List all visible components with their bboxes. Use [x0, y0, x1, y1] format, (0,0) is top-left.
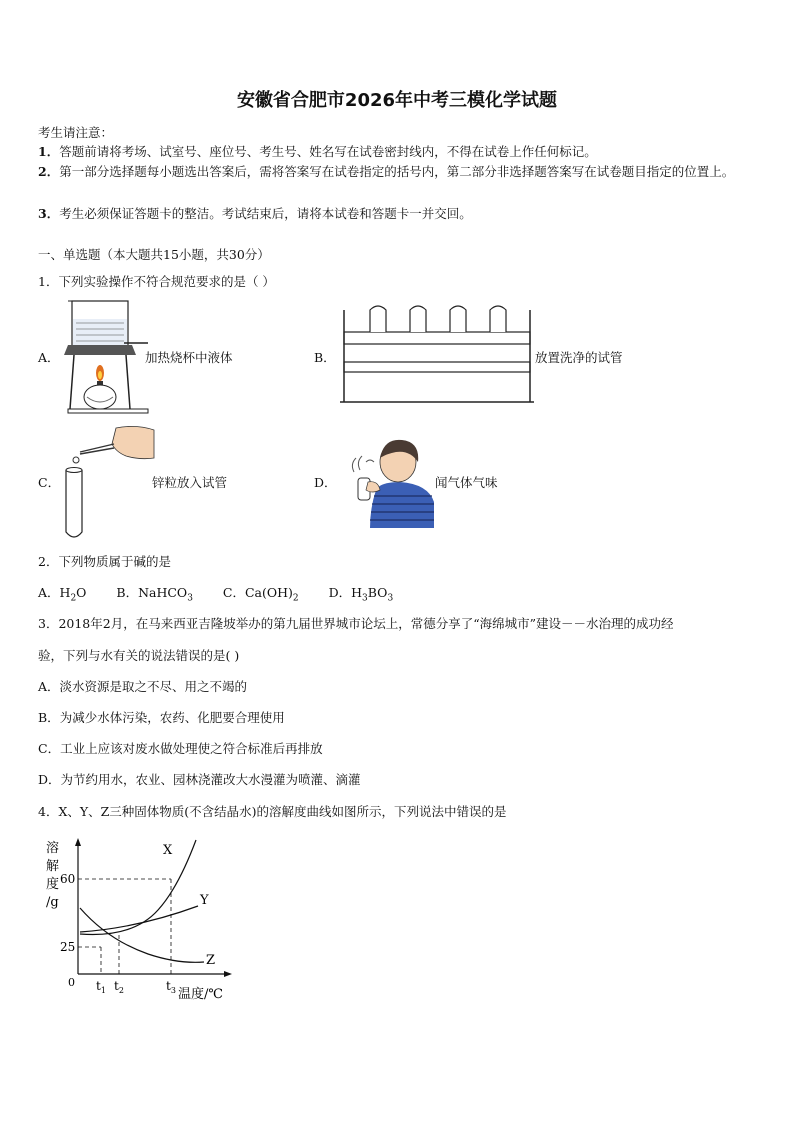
series-z-label: Z	[206, 953, 216, 968]
q1-option-b-caption: 放置洗净的试管	[535, 350, 623, 365]
ylabel-char-2: 解	[46, 859, 60, 874]
q2-option-c: C．$Ca(OH)_2$	[222, 585, 299, 604]
q1-option-c-caption: 锌粒放入试管	[152, 475, 228, 490]
notice-item-num: 3．	[38, 206, 60, 221]
xlabel: 温度/℃	[178, 987, 223, 1002]
notice-item-1	[38, 142, 597, 160]
origin-label: 0	[68, 976, 75, 989]
notice-item-text: 考生必须保证答题卡的整洁。考试结束后，请将本试卷和答题卡一并交回。	[59, 206, 472, 221]
q3-stem-line2: 验，下列与水有关的说法错误的是( )	[38, 648, 240, 663]
series-x-label: X	[163, 843, 173, 858]
x-axis-arrow	[224, 971, 232, 977]
q1-option-a-caption: 加热烧杯中液体	[145, 350, 233, 365]
notice-item-3	[38, 204, 472, 222]
test-tube-rack-illustration	[336, 302, 536, 410]
zinc-into-tube-illustration	[60, 422, 156, 542]
q2-options	[38, 583, 393, 604]
ylabel-char-3: 度	[46, 877, 60, 892]
notice-item-num: 1．	[38, 144, 60, 159]
section-heading: 一、单选题（本大题共15小题，共30分）	[38, 247, 270, 262]
xtick-t1: $t_1$	[96, 979, 106, 995]
q1-stem: 1．下列实验操作不符合规范要求的是（ ）	[38, 274, 275, 289]
q2-option-d: D．$H_3BO_3$	[328, 585, 394, 604]
solubility-chart	[38, 836, 238, 1004]
xtick-t3: $t_3$	[166, 979, 176, 995]
ylabel-char-1: 溶	[46, 841, 60, 856]
q3-option-a: A．淡水资源是取之不尽、用之不竭的	[38, 679, 248, 694]
series-z-curve	[80, 908, 204, 962]
y-axis-arrow	[75, 838, 81, 846]
q2-option-a: A．$H_2O$	[38, 585, 87, 604]
notice-heading: 考生请注意：	[38, 125, 114, 140]
series-y-curve	[80, 906, 198, 932]
xtick-t2: $t_2$	[114, 979, 124, 995]
notice-item-text: 答题前请将考场、试室号、座位号、考生号、姓名写在试卷密封线内，不得在试卷上作任何标记。	[59, 144, 597, 159]
q2-option-b: B．NaHCO$_3$	[116, 585, 193, 604]
notice-item-num: 2．	[38, 164, 60, 179]
q1-option-d-caption: 闻气体气味	[435, 475, 498, 490]
q1-option-d-label: D．	[314, 475, 337, 490]
q2-stem: 2．下列物质属于碱的是	[38, 554, 171, 569]
q4-stem: 4．X、Y、Z三种固体物质(不含结晶水)的溶解度曲线如图所示，下列说法中错误的是	[38, 804, 507, 819]
q1-option-c-label: C．	[38, 475, 61, 490]
notice-item-2	[38, 162, 758, 182]
q3-option-d: D．为节约用水，农业、园林浇灌改大水漫灌为喷灌、滴灌	[38, 772, 361, 787]
series-x-curve	[80, 840, 196, 935]
ytick-60: 60	[60, 872, 76, 886]
q3-stem-line1: 3．2018年2月，在马来西亚吉隆坡举办的第九届世界城市论坛上，常德分享了“海绵城市”建设－－水治理的成功经	[38, 616, 674, 631]
series-y-label: Y	[200, 893, 209, 908]
q1-option-b-label: B．	[314, 350, 336, 365]
heating-beaker-illustration	[60, 293, 152, 417]
q1-option-a-label: A．	[38, 350, 60, 365]
ytick-25: 25	[60, 940, 76, 954]
ylabel-char-4: /g	[46, 895, 59, 910]
q3-option-b: B．为减少水体污染，农药、化肥要合理使用	[38, 710, 285, 725]
smelling-gas-illustration	[340, 432, 436, 528]
q3-option-c: C．工业上应该对废水做处理使之符合标准后再排放	[38, 741, 323, 756]
page-title: 安徽省合肥市2026年中考三模化学试题	[236, 90, 558, 111]
notice-item-text: 第一部分选择题每小题选出答案后，需将答案写在试卷指定的括号内，第二部分非选择题答案写在试卷题目指定的位置上。	[59, 164, 735, 179]
